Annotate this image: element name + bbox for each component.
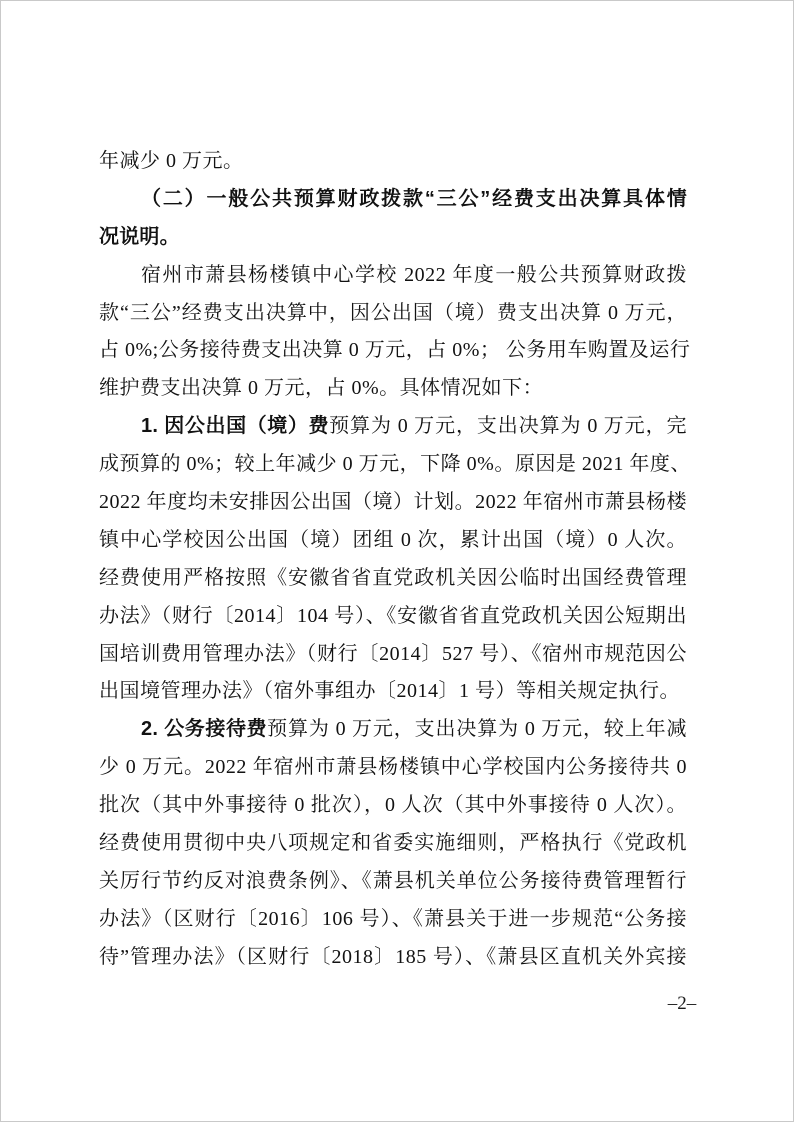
text-segment: 款“三公”经费支出决算中，因公出国（境）费支出决算 0 万元， bbox=[99, 301, 687, 324]
text-line bbox=[99, 522, 687, 560]
text-line bbox=[99, 636, 687, 674]
text-line bbox=[99, 749, 687, 787]
text-segment: 出国境管理办法》（宿外事组办〔2014〕1 号）等相关规定执行。 bbox=[99, 680, 680, 703]
text-line bbox=[99, 560, 687, 598]
text-segment: 成预算的 0%；较上年减少 0 万元，下降 0%。原因是 2021 年度、 bbox=[99, 453, 691, 476]
text-line bbox=[99, 446, 691, 484]
text-line bbox=[99, 143, 687, 181]
text-line bbox=[99, 863, 687, 901]
bold-text-segment: 况说明。 bbox=[99, 225, 180, 248]
text-segment: 年减少 0 万元。 bbox=[99, 150, 244, 172]
text-segment: 镇中心学校因公出国（境）团组 0 次，累计出国（境）0 人次。 bbox=[99, 528, 687, 551]
text-line bbox=[99, 408, 687, 446]
bold-text-segment: （二）一般公共预算财政拨款“三公”经费支出决算具体情 bbox=[141, 187, 687, 210]
text-line bbox=[99, 939, 687, 977]
text-segment: 占 0%;公务接待费支出决算 0 万元，占 0%； 公务用车购置及运行 bbox=[99, 339, 691, 362]
text-line bbox=[99, 825, 687, 863]
text-segment: 经费使用贯彻中央八项规定和省委实施细则，严格执行《党政机 bbox=[99, 832, 687, 855]
text-line bbox=[99, 711, 687, 749]
text-segment: 待”管理办法》（区财行〔2018〕185 号）、《萧县区直机关外宾接 bbox=[99, 945, 687, 968]
text-line bbox=[99, 295, 687, 333]
text-line bbox=[99, 484, 687, 522]
document-body bbox=[99, 143, 691, 977]
text-line bbox=[99, 257, 687, 295]
text-segment: 办法》（区财行〔2016〕106 号）、《萧县关于进一步规范“公务接 bbox=[99, 907, 687, 930]
text-line bbox=[99, 673, 687, 711]
text-line bbox=[99, 219, 687, 257]
text-line bbox=[99, 370, 687, 408]
text-segment: 办法》（财行〔2014〕104 号）、《安徽省省直党政机关因公短期出 bbox=[99, 604, 687, 627]
text-line bbox=[99, 332, 691, 370]
text-segment: 国培训费用管理办法》（财行〔2014〕527 号）、《宿州市规范因公 bbox=[99, 642, 687, 665]
text-line bbox=[99, 901, 687, 939]
text-segment: 关厉行节约反对浪费条例》、《萧县机关单位公务接待费管理暂行 bbox=[99, 869, 687, 892]
bold-text-segment: 1. 因公出国（境）费 bbox=[141, 415, 330, 438]
text-segment: 2022 年度均未安排因公出国（境）计划。2022 年宿州市萧县杨楼 bbox=[99, 491, 687, 514]
bold-text-segment: 2. 公务接待费 bbox=[141, 718, 268, 741]
text-line bbox=[99, 787, 687, 825]
text-line bbox=[99, 181, 687, 219]
page-number: –2– bbox=[667, 993, 697, 1014]
text-line bbox=[99, 598, 687, 636]
text-segment: 维护费支出决算 0 万元，占 0%。具体情况如下： bbox=[99, 377, 544, 400]
text-segment: 预算为 0 万元，支出决算为 0 万元，较上年减 bbox=[267, 718, 687, 741]
text-segment: 预算为 0 万元，支出决算为 0 万元，完 bbox=[329, 415, 687, 438]
text-segment: 宿州市萧县杨楼镇中心学校 2022 年度一般公共预算财政拨 bbox=[141, 263, 687, 286]
text-segment: 经费使用严格按照《安徽省省直党政机关因公临时出国经费管理 bbox=[99, 566, 687, 589]
text-segment: 少 0 万元。2022 年宿州市萧县杨楼镇中心学校国内公务接待共 0 bbox=[99, 756, 687, 779]
text-segment: 批次（其中外事接待 0 批次），0 人次（其中外事接待 0 人次）。 bbox=[99, 794, 687, 817]
